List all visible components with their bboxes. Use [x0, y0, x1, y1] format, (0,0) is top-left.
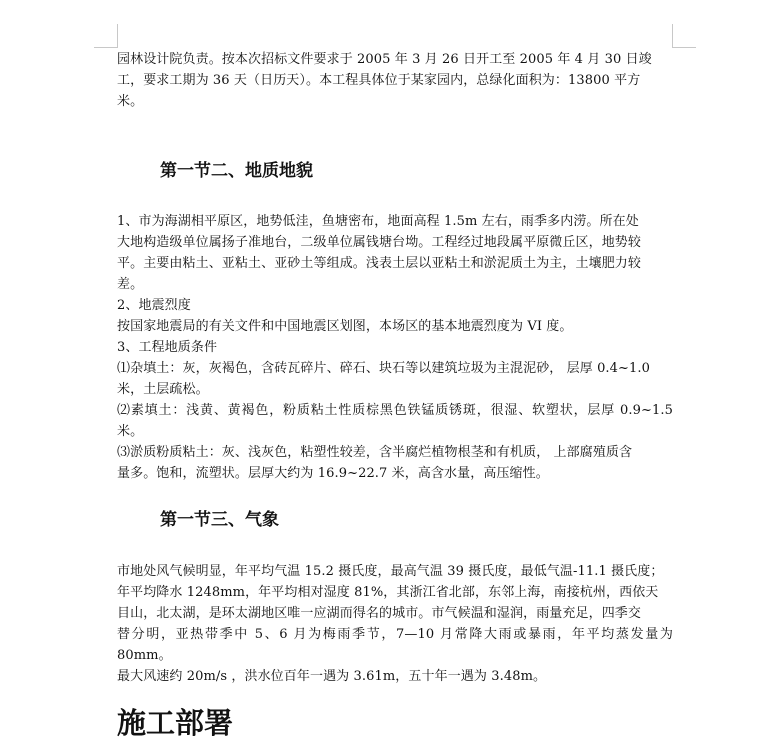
text-line: ⑵素填土：浅黄、黄褐色，粉质粘土性质棕黑色铁锰质锈斑，很湿、软塑状，层厚 0.9~1.5 米。: [117, 403, 673, 439]
crop-mark-right-horizontal: [672, 47, 696, 48]
geology-body: [117, 211, 673, 484]
text-line: 工，要求工期为 36 天（日历天）。本工程具体位于某家园内，总绿化面积为：13800 平方: [117, 73, 641, 88]
text-line: 米。: [117, 94, 144, 109]
text-line: 米，土层疏松。: [117, 382, 209, 397]
text-line: 替分明，亚热带季中 5、6 月为梅雨季节，7—10 月常降大雨或暴雨，年平均蒸发量为 80mm。: [117, 627, 673, 663]
crop-mark-left-horizontal: [94, 47, 118, 48]
text-line: 市地处风气候明显，年平均气温 15.2 摄氏度，最高气温 39 摄氏度，最低气温-11.1 摄氏度；: [117, 564, 664, 579]
climate-heading: 第一节三、气象: [160, 510, 279, 530]
text-line: ⑶淤质粉质粘土：灰、浅灰色，粘塑性较差，含半腐烂植物根茎和有机质， 上部腐殖质含: [117, 445, 633, 460]
intro-paragraph: [117, 49, 673, 112]
text-line: 最大风速约 20m/s ，洪水位百年一遇为 3.61m，五十年一遇为 3.48m。: [117, 669, 547, 684]
text-line: 1、市为海湖相平原区，地势低洼，鱼塘密布，地面高程 1.5m 左右，雨季多内涝。所在处: [117, 214, 639, 229]
crop-mark-left-vertical: [117, 24, 118, 48]
text-line: 目山，北太湖，是环太湖地区唯一应湖而得名的城市。市气候温和湿润，雨量充足，四季交: [117, 606, 642, 621]
text-line: 3、工程地质条件: [117, 340, 218, 355]
crop-mark-right-vertical: [672, 24, 673, 48]
geology-heading: 第一节二、地质地貌: [160, 161, 313, 181]
text-line: 平。主要由粘土、亚粘土、亚砂土等组成。浅表土层以亚粘土和淤泥质土为主，土壤肥力较: [117, 256, 642, 271]
text-line: ⑴杂填土：灰，灰褐色，含砖瓦碎片、碎石、块石等以建筑垃圾为主混泥砂， 层厚 0.4~1.0: [117, 361, 651, 376]
text-line: 量多。饱和，流塑状。层厚大约为 16.9~22.7 米，高含水量，高压缩性。: [117, 466, 549, 481]
text-line: 差。: [117, 277, 144, 292]
text-line: 大地构造级单位属扬子准地台，二级单位属钱塘台坳。工程经过地段属平原微丘区，地势较: [117, 235, 642, 250]
text-line: 2、地震烈度: [117, 298, 191, 313]
text-line: 按国家地震局的有关文件和中国地震区划图，本场区的基本地震烈度为 VI 度。: [117, 319, 573, 334]
text-line: 年平均降水 1248mm，年平均相对湿度 81%，其浙江省北部，东邻上海，南接杭州，西依天: [117, 585, 659, 600]
text-line: 园林设计院负责。按本次招标文件要求于 2005 年 3 月 26 日开工至 2005 年 4 月 30 日竣: [117, 52, 652, 67]
climate-body: [117, 561, 673, 687]
section-heading: 施工部署: [117, 706, 234, 740]
